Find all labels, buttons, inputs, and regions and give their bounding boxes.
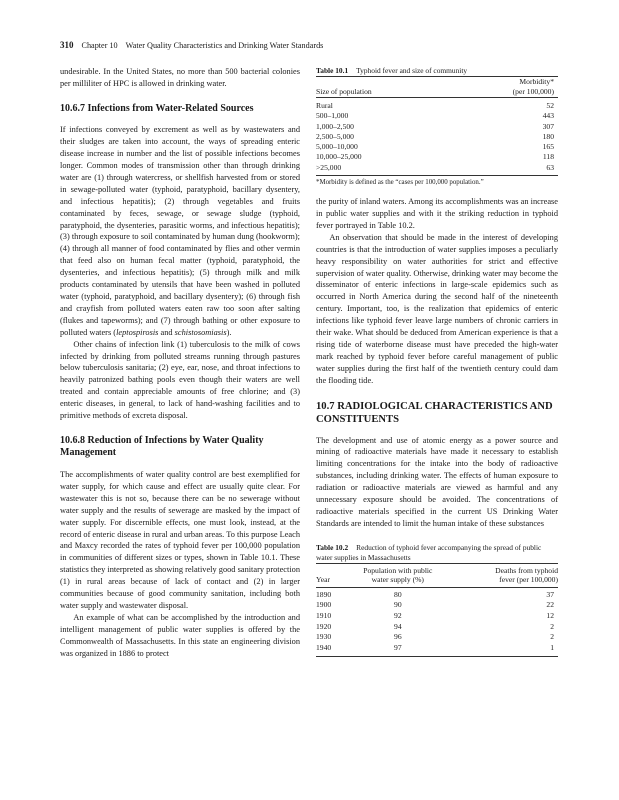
column-header: Year <box>316 575 330 585</box>
table-row: 1890 80 37 <box>316 589 554 599</box>
italic-term: leptospirosis <box>116 327 159 337</box>
typhoid-community-table <box>316 76 558 176</box>
table-caption: Table 10.2 Reduction of typhoid fever accompanying the spread of public water supplies in Massachusetts <box>316 542 542 562</box>
column-header: Morbidity* <box>519 77 554 86</box>
typhoid-massachusetts-table <box>316 563 558 658</box>
table-row: 1930 96 2 <box>316 632 554 642</box>
paragraph: The accomplishments of water quality control are best exemplified for water supply, for which cause and effect are usually quite clear. For wastewater this is not so, because there can be no sewerage without water supply and the results of sewerage are masked by the impact of water supply. For discernible effects, one must look, instead, at the record of enteric disease in rural and urban areas. To this purpose Leach and Maxcy recorded the rates of typhoid fever per 100,000 population in communities of different sizes or types, shown in Table 10.1. These statistics they interpreted as showing relatively good sanitary protection (1) in rural areas because of lack of contact and (2) in larger communities because of good community sanitation, including both water supply and wastewater disposal. <box>60 469 300 610</box>
column-header: (per 100,000) <box>512 87 554 96</box>
paragraph: the purity of inland waters. Among its accomplishments was an increase in public water supplies and with it the striking reduction in typhoid fever portrayed in Table 10.2. <box>316 197 558 230</box>
table-10-1 <box>316 66 558 187</box>
table-row: >25,000 63 <box>316 163 558 176</box>
column-header: Deaths from typhoid fever (per 100,000) <box>495 565 558 585</box>
running-header <box>60 40 560 50</box>
table-row: 1920 94 2 <box>316 621 554 631</box>
table-row: 1940 97 1 <box>316 643 558 657</box>
section-heading-10-7: 10.7 RADIOLOGICAL CHARACTERISTICS AND CONSTITUENTS <box>316 400 553 425</box>
table-row: 500–1,000 443 <box>316 111 554 121</box>
section-heading-10-6-8: 10.6.8 Reduction of Infections by Water Quality Management <box>60 434 264 459</box>
table-row: 1900 90 22 <box>316 600 554 610</box>
paragraph: If infections conveyed by excrement as well as by wastewaters and their sludges are taken into account, the ways of spreading enteric disease increase in number and the list of possible infections becomes longer. Common modes of transmission other than through drinking water are (1) through watercress, or shellfish harvested from or stored in sewage-polluted water (typhoid, paratyphoid, bacillary dysentery, and infectious hepatitis); (2) through vegetables and fruits contaminated by feces, sewage, or sewage sludge (typhoid, paratyphoid, the dysenteries, parasitic worms, and infectious hepatitis); (3) through exposure to soil contaminated by human dung (hookworm); (4) through all manner of food contaminated by flies and other vermin that feed also on human fecal matter (typhoid, paratyphoid, the dysenteries, and infectious hepatitis); (5) through milk and milk products contaminated by utensils that have been washed in polluted water (typhoid, paratyphoid, and bacillary dysentery); (6) through fish and crayfish from polluted waters eaten raw too soon after salting (flukes and tapeworms); and (7) through bathing or other exposure to polluted waters (leptospirosis and schistosomiasis). <box>60 125 300 337</box>
chapter-title: Water Quality Characteristics and Drinking Water Standards <box>125 41 324 50</box>
page-number: 310 <box>60 40 74 50</box>
table-row: 1910 92 12 <box>316 611 554 621</box>
paragraph: Other chains of infection link (1) tuberculosis to the milk of cows infected by drinking from polluted streams running through pastures below tuberculosis sanitaria; (2) eye, ear, nose, and throat infections to heavily patronized bathing pools even though their waters are well treated and contain appreciable amounts of free chlorine; and (3) enteric diseases, in general, to lack of hand-washing facilities and to primitive methods of excreta disposal. <box>60 339 300 421</box>
table-footnote: *Morbidity is defined as the “cases per 100,000 population.” <box>316 179 484 187</box>
table-row: 10,000–25,000 118 <box>316 152 554 162</box>
paragraph: The development and use of atomic energy as a power source and mining of radioactive materials have made it necessary to establish limiting concentrations for the intake into the body of radioactive substances, including drinking water. The effects of human exposure to radiation or radioactive materials are viewed as harmful and any unnecessary exposure should be avoided. The concentrations of radioactive materials specified in the current US Drinking Water Standards are intended to limit the human intake of these substances <box>316 435 558 528</box>
column-header: Population with public water supply (%) <box>363 565 433 585</box>
right-column <box>316 66 558 657</box>
paragraph: undesirable. In the United States, no more than 500 bacterial colonies per milliliter of HPC is allowed in drinking water. <box>60 67 300 88</box>
table-10-2 <box>316 543 558 658</box>
table-row: 1,000–2,500 307 <box>316 121 554 131</box>
section-heading-10-6-7: 10.6.7 Infections from Water-Related Sources <box>60 102 254 114</box>
paragraph: An example of what can be accomplished by the introduction and intelligent management of public water supplies is offered by the Commonwealth of Massachusetts. In this state an engineering division was organized in 1886 to protect <box>60 612 300 658</box>
table-row: Rural 52 <box>316 101 554 110</box>
chapter-label: Chapter 10 <box>81 41 118 50</box>
italic-term: schistosomiasis <box>174 327 227 337</box>
table-row: 5,000–10,000 165 <box>316 142 554 152</box>
left-column <box>60 66 300 659</box>
paragraph: An observation that should be made in the interest of developing countries is that the introduction of water supplies imposes a peculiarly heavy responsibility on water authorities for strict and effective supervision of water quality. Otherwise, drinking water may become the disseminator of enteric infections in large-scale epidemics such as occurred in North America during the second half of the nineteenth century. Important, too, is the realization that epidemics of enteric infections like typhoid fever leave large numbers of chronic carriers in their wake. What should be deduced from American experience is that a rising tide of waterborne disease must have preceded the high-water mark reached by typhoid fever before careful management of public water supplies during the first half of the twentieth century could dam the flooding tide. <box>316 232 558 385</box>
table-caption: Table 10.1 Typhoid fever and size of community <box>316 66 468 75</box>
table-row: 2,500–5,000 180 <box>316 131 554 141</box>
column-header: Size of population <box>316 87 372 96</box>
